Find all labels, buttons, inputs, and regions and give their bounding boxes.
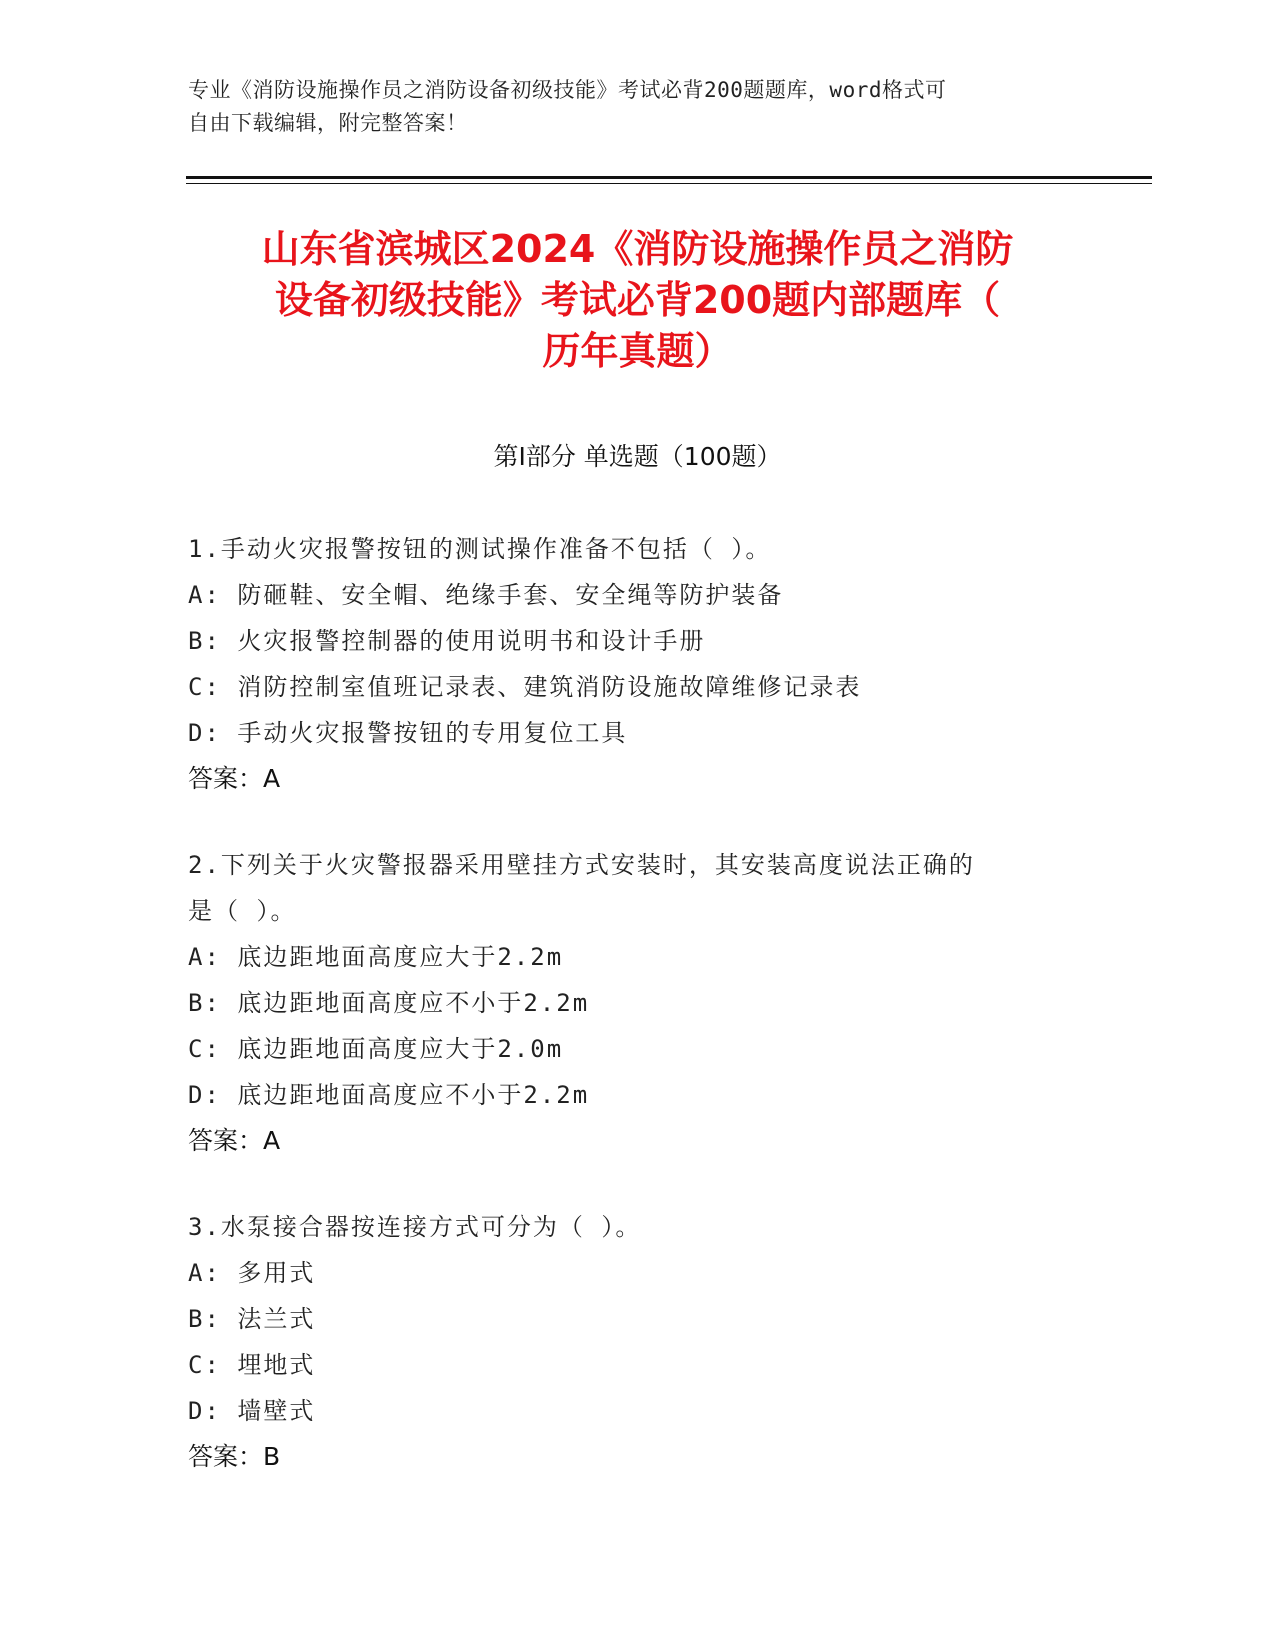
document-title: [170, 224, 1105, 377]
option-d: D: 墙壁式: [188, 1397, 316, 1425]
header-note-line-1: 专业《消防设施操作员之消防设备初级技能》考试必背200题题库，word格式可: [188, 78, 947, 102]
option-a: A: 底边距地面高度应大于2.2m: [188, 943, 564, 971]
document-title-line-3: 历年真题）: [542, 329, 733, 373]
option-b: B: 底边距地面高度应不小于2.2m: [188, 989, 590, 1017]
question-list: [188, 526, 1088, 1520]
option-c: C: 消防控制室值班记录表、建筑消防设施故障维修记录表: [188, 673, 862, 701]
option-b: B: 法兰式: [188, 1305, 316, 1333]
option-a: A: 多用式: [188, 1259, 316, 1287]
answer-text: 答案：B: [188, 1442, 281, 1471]
section-title: 第Ⅰ部分 单选题（100题）: [493, 442, 782, 471]
header-note: [188, 74, 1068, 140]
question-stem: 1.手动火灾报警按钮的测试操作准备不包括（ ）。: [188, 535, 772, 563]
document-title-line-1: 山东省滨城区2024《消防设施操作员之消防: [261, 227, 1014, 271]
question-stem: 2.下列关于火灾警报器采用壁挂方式安装时，其安装高度说法正确的: [188, 851, 975, 879]
document-title-line-2: 设备初级技能》考试必背200题内部题库（: [274, 278, 1001, 322]
answer-text: 答案：A: [188, 1126, 281, 1155]
header-divider-thin: [186, 183, 1152, 184]
header-divider-thick: [186, 176, 1152, 179]
option-b: B: 火灾报警控制器的使用说明书和设计手册: [188, 627, 706, 655]
option-c: C: 埋地式: [188, 1351, 316, 1379]
option-c: C: 底边距地面高度应大于2.0m: [188, 1035, 564, 1063]
header-note-line-2: 自由下载编辑，附完整答案！: [188, 111, 468, 135]
option-d: D: 底边距地面高度应不小于2.2m: [188, 1081, 590, 1109]
question-item: [188, 1204, 1088, 1480]
question-stem-continued: 是（ ）。: [188, 897, 297, 925]
question-item: [188, 526, 1088, 802]
answer-text: 答案：A: [188, 764, 281, 793]
question-item: [188, 842, 1088, 1164]
option-a: A: 防砸鞋、安全帽、绝缘手套、安全绳等防护装备: [188, 581, 784, 609]
option-d: D: 手动火灾报警按钮的专用复位工具: [188, 719, 628, 747]
question-stem: 3.水泵接合器按连接方式可分为（ ）。: [188, 1213, 642, 1241]
